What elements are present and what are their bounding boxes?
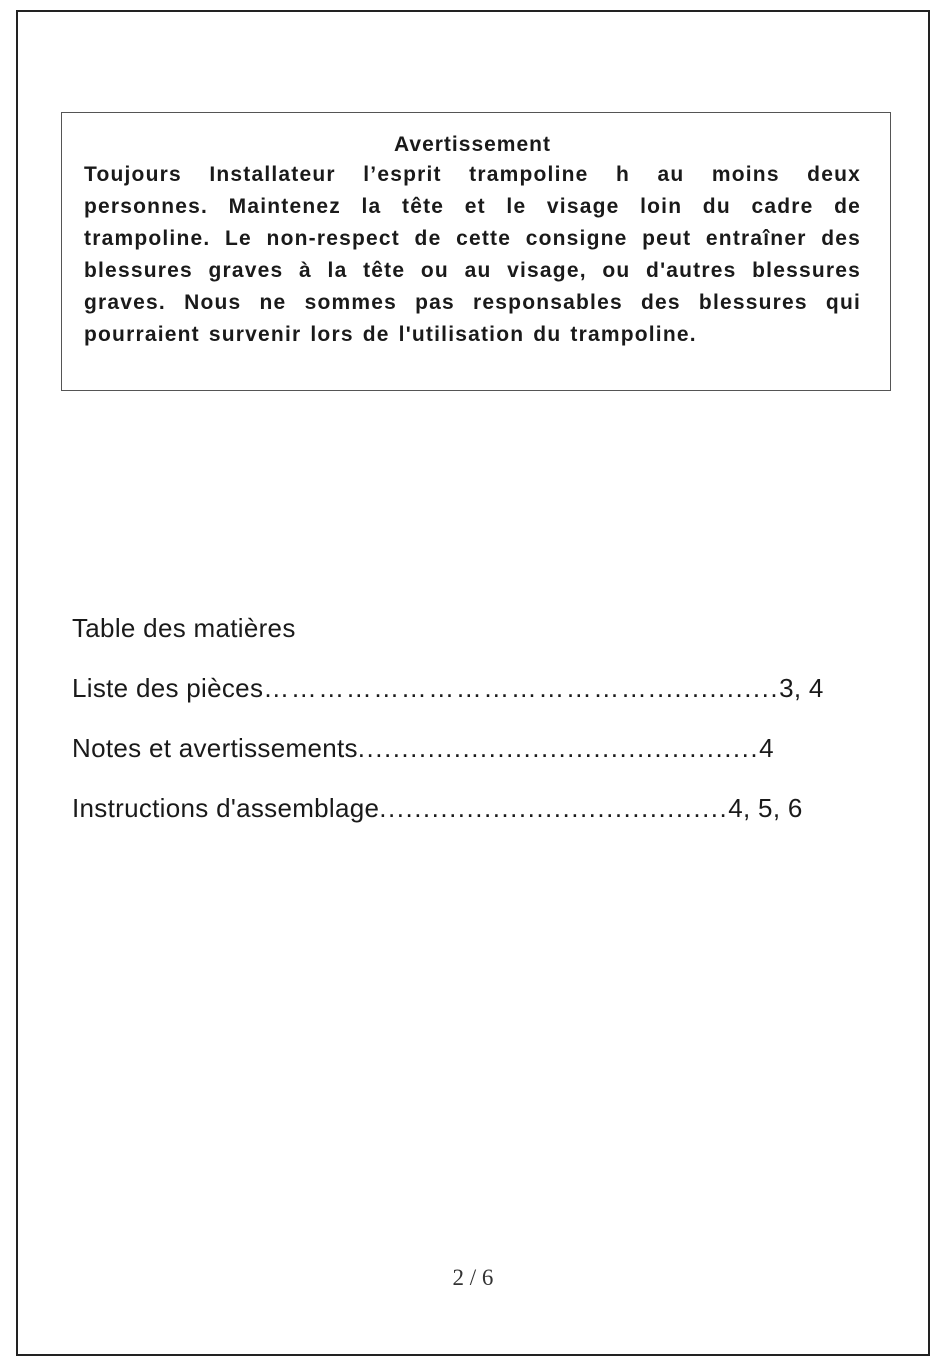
warning-text: Toujours Installateur l’esprit trampoline h au moins deux personnes. Maintenez la tête et le visage loin du cadre de trampoline. Le non-respect de cette consigne peut entraîner des blessures graves à la tête ou au visage, ou d'autres blessures graves. Nous ne sommes pas responsables des blessures qui pourraient survenir lors de l'utilisation du trampoline. [84,163,861,346]
warning-box [61,112,891,391]
page-number: 2 / 6 [452,1265,494,1290]
toc-title: Table des matières [72,613,296,643]
table-of-contents [72,608,892,848]
toc-entry-label: Notes et avertissements [72,733,358,763]
toc-entry-notes-warnings[interactable] [72,728,892,768]
toc-entry-label: Instructions d'assemblage [72,793,380,823]
toc-leader-dots: .............................................. [357,733,760,763]
toc-leader-dots: ……………………………………............... [263,673,780,703]
toc-entry-pages: 3, 4 [779,673,824,703]
toc-entry-parts-list[interactable] [72,668,892,708]
warning-title: Avertissement [394,133,551,156]
toc-entry-pages: 4 [759,733,774,763]
toc-entry-assembly-instructions[interactable] [72,788,892,828]
toc-entry-pages: 4, 5, 6 [728,793,803,823]
document-page [16,10,930,1356]
toc-leader-dots: ........................................ [379,793,729,823]
toc-entry-label: Liste des pièces [72,673,264,703]
